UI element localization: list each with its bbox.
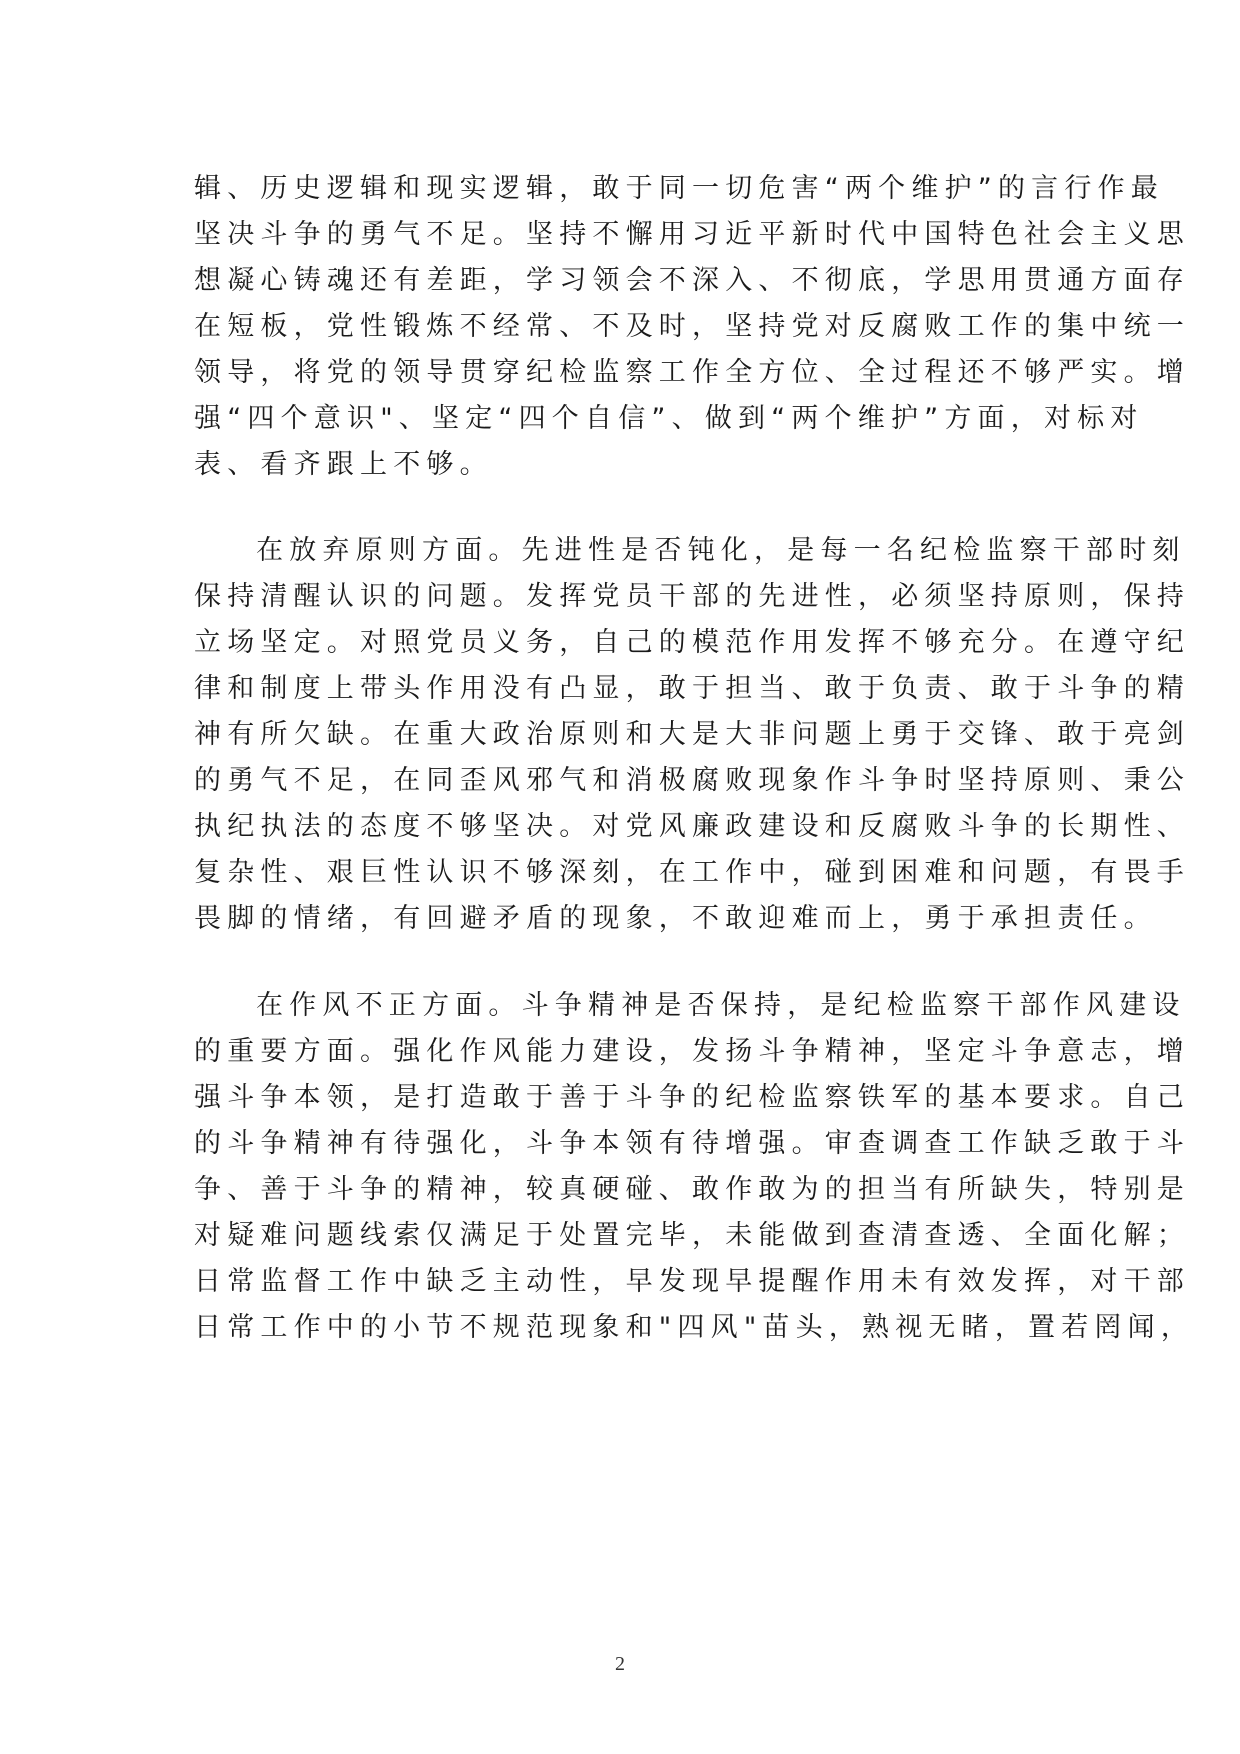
text-line: 辑、历史逻辑和现实逻辑，敢于同一切危害“两个维护”的言行作最 — [194, 173, 1164, 204]
text-line: 对疑难问题线索仅满足于处置完毕，未能做到查清查透、全面化解； — [194, 1220, 1190, 1251]
text-line: 保持清醒认识的问题。发挥党员干部的先进性，必须坚持原则，保持 — [194, 581, 1190, 612]
text-line: 争、善于斗争的精神，较真硬碰、敢作敢为的担当有所缺失，特别是 — [194, 1174, 1190, 1205]
text-line: 强斗争本领，是打造敢于善于斗争的纪检监察铁军的基本要求。自己 — [194, 1082, 1190, 1113]
text-line: 坚决斗争的勇气不足。坚持不懈用习近平新时代中国特色社会主义思 — [194, 219, 1190, 250]
text-line: 复杂性、艰巨性认识不够深刻，在工作中，碰到困难和问题，有畏手 — [194, 857, 1190, 888]
text-line: 日常工作中的小节不规范现象和"四风"苗头，熟视无睹，置若罔闻， — [194, 1312, 1195, 1343]
page-number: 2 — [615, 1653, 625, 1675]
text-line: 领导，将党的领导贯穿纪检监察工作全方位、全过程还不够严实。增 — [194, 357, 1190, 388]
text-line: 的斗争精神有待强化，斗争本领有待增强。审查调查工作缺乏敢于斗 — [194, 1128, 1190, 1159]
text-line: 日常监督工作中缺乏主动性，早发现早提醒作用未有效发挥，对干部 — [194, 1266, 1190, 1297]
text-line: 神有所欠缺。在重大政治原则和大是大非问题上勇于交锋、敢于亮剑 — [194, 719, 1190, 750]
text-line: 畏脚的情绪，有回避矛盾的现象，不敢迎难而上，勇于承担责任。 — [194, 903, 1157, 934]
paragraph-work-style — [194, 983, 1195, 1351]
text-line: 的重要方面。强化作风能力建设，发扬斗争精神，坚定斗争意志，增 — [194, 1036, 1190, 1067]
text-line: 强“四个意识"、坚定“四个自信”、做到“两个维护”方面，对标对 — [194, 403, 1144, 434]
text-line: 表、看齐跟上不够。 — [194, 449, 493, 480]
text-line: 在放弃原则方面。先进性是否钝化，是每一名纪检监察干部时刻 — [256, 535, 1186, 566]
text-line: 在短板，党性锻炼不经常、不及时，坚持党对反腐败工作的集中统一 — [194, 311, 1190, 342]
text-line: 立场坚定。对照党员义务，自己的模范作用发挥不够充分。在遵守纪 — [194, 627, 1190, 658]
text-line: 执纪执法的态度不够坚决。对党风廉政建设和反腐败斗争的长期性、 — [194, 811, 1190, 842]
paragraph-continuation — [194, 166, 1190, 488]
text-line: 在作风不正方面。斗争精神是否保持，是纪检监察干部作风建设 — [256, 990, 1186, 1021]
text-line: 律和制度上带头作用没有凸显，敢于担当、敢于负责、敢于斗争的精 — [194, 673, 1190, 704]
paragraph-principles — [194, 528, 1190, 942]
text-line: 的勇气不足，在同歪风邪气和消极腐败现象作斗争时坚持原则、秉公 — [194, 765, 1190, 796]
text-line: 想凝心铸魂还有差距，学习领会不深入、不彻底，学思用贯通方面存 — [194, 265, 1190, 296]
